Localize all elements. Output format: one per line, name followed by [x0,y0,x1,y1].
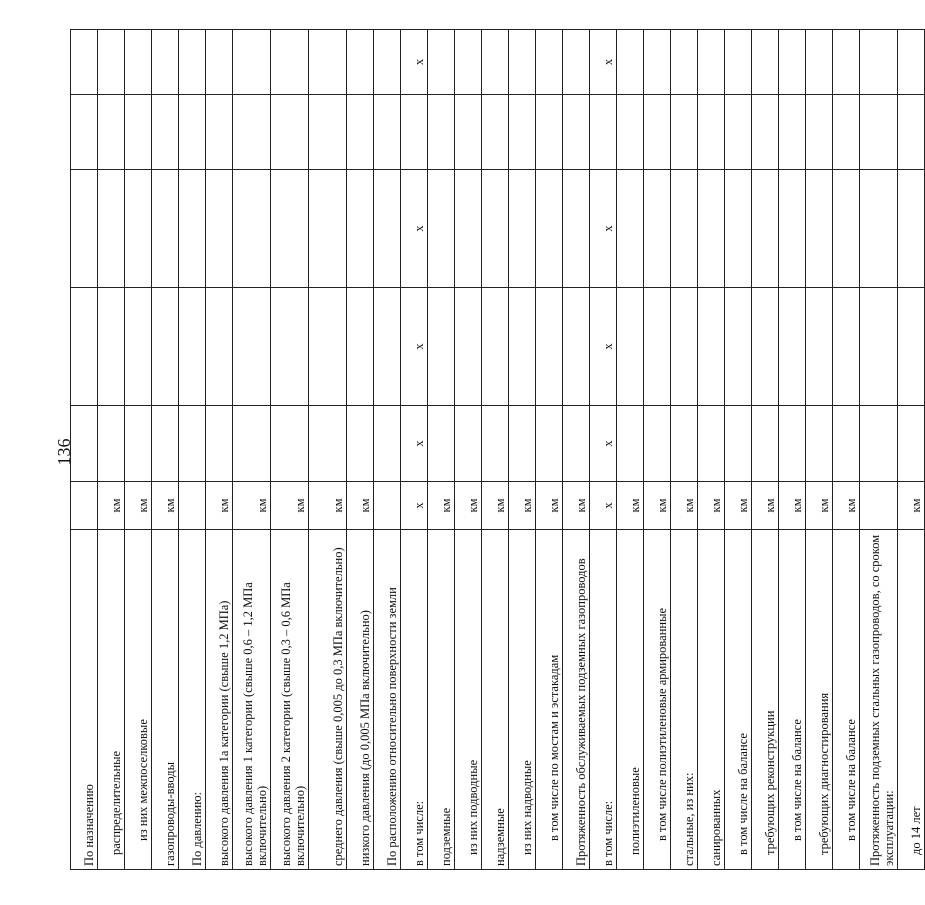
table-row [347,30,374,870]
value-cell [617,95,644,170]
value-cell [482,406,509,482]
value-cell [806,30,833,95]
value-cell [563,288,590,406]
value-cell [271,170,309,288]
value-cell [725,95,752,170]
table-body [71,30,925,870]
value-cell: x [401,170,428,288]
value-cell [536,30,563,95]
row-unit: км [309,482,347,530]
value-cell [347,95,374,170]
value-cell [644,406,671,482]
value-cell [698,406,725,482]
value-cell [98,406,125,482]
value-cell [233,30,271,95]
row-unit: км [779,482,806,530]
value-cell [374,288,401,406]
value-cell [125,30,152,95]
row-unit: км [455,482,482,530]
value-cell [898,95,925,170]
value-cell [806,406,833,482]
value-cell [179,170,206,288]
row-label: в том числе: [590,530,617,870]
value-cell [860,170,898,288]
table-row [179,30,206,870]
value-cell: x [590,30,617,95]
value-cell [98,95,125,170]
value-cell [725,30,752,95]
gas-pipelines-table [70,29,925,870]
value-cell [806,170,833,288]
row-label: высокого давления 2 категории (свыше 0,3 – 0,6 МПа включительно) [271,530,309,870]
table-row [779,30,806,870]
value-cell [833,406,860,482]
value-cell [752,95,779,170]
row-label: распределительные [98,530,125,870]
value-cell [125,95,152,170]
value-cell: x [590,288,617,406]
value-cell [806,288,833,406]
table-row [401,30,428,870]
value-cell [179,95,206,170]
table-row [206,30,233,870]
row-unit: км [671,482,698,530]
row-unit: км [833,482,860,530]
value-cell [71,406,98,482]
value-cell [671,95,698,170]
value-cell [536,170,563,288]
row-label: высокого давления 1 категории (свыше 0,6 – 1,2 МПа включительно) [233,530,271,870]
value-cell [833,288,860,406]
row-label: надземные [482,530,509,870]
row-unit: км [698,482,725,530]
value-cell [671,170,698,288]
value-cell [152,170,179,288]
value-cell [725,170,752,288]
value-cell [309,30,347,95]
row-label: требующих диагностирования [806,530,833,870]
row-unit [860,482,898,530]
value-cell [152,30,179,95]
row-unit: км [644,482,671,530]
value-cell [98,30,125,95]
table-row [509,30,536,870]
value-cell [860,406,898,482]
value-cell [152,95,179,170]
rotated-table-container [70,30,923,870]
value-cell [482,30,509,95]
value-cell [206,288,233,406]
row-label: По расположению относительно поверхности земли [374,530,401,870]
row-unit: км [428,482,455,530]
value-cell [779,406,806,482]
value-cell [125,170,152,288]
table-row [271,30,309,870]
table-row [152,30,179,870]
value-cell [509,288,536,406]
value-cell [271,95,309,170]
value-cell [455,95,482,170]
value-cell [509,30,536,95]
row-label: стальные, из них: [671,530,698,870]
table-row [806,30,833,870]
value-cell [271,288,309,406]
value-cell [563,95,590,170]
value-cell [563,170,590,288]
value-cell [725,288,752,406]
value-cell [428,170,455,288]
value-cell [179,30,206,95]
value-cell [233,406,271,482]
value-cell [617,170,644,288]
value-cell [98,170,125,288]
table-row [309,30,347,870]
row-label: подземные [428,530,455,870]
table-row [671,30,698,870]
value-cell [509,95,536,170]
value-cell [455,288,482,406]
table-row [98,30,125,870]
value-cell [752,30,779,95]
page-number: 136 [54,438,74,466]
row-label: высокого давления 1а категории (свыше 1,2 МПа) [206,530,233,870]
value-cell: x [401,30,428,95]
value-cell [309,288,347,406]
row-unit: км [617,482,644,530]
value-cell [125,288,152,406]
row-label: Протяженность подземных стальных газопроводов, со сроком эксплуатации: [860,530,898,870]
row-unit: км [752,482,779,530]
value-cell: x [401,288,428,406]
value-cell [644,95,671,170]
row-unit: км [152,482,179,530]
row-label: требующих реконструкции [752,530,779,870]
table-row [617,30,644,870]
value-cell [698,95,725,170]
row-unit: км [536,482,563,530]
row-label: санированных [698,530,725,870]
value-cell [374,30,401,95]
row-label: полиэтиленовые [617,530,644,870]
value-cell [71,288,98,406]
row-label: до 14 лет [898,530,925,870]
value-cell [71,170,98,288]
value-cell [671,406,698,482]
row-label: Протяженность обслуживаемых подземных газопроводов [563,530,590,870]
row-unit: x [401,482,428,530]
value-cell [347,288,374,406]
value-cell [536,288,563,406]
value-cell [309,95,347,170]
table-row [374,30,401,870]
value-cell [233,288,271,406]
table-row [536,30,563,870]
row-unit: км [563,482,590,530]
row-unit: км [98,482,125,530]
value-cell [309,170,347,288]
row-label: По назначению [71,530,98,870]
value-cell [590,95,617,170]
value-cell [779,170,806,288]
value-cell [455,30,482,95]
value-cell [428,288,455,406]
table-row [644,30,671,870]
value-cell [125,406,152,482]
row-label: из них межпоселковые [125,530,152,870]
table-row [455,30,482,870]
value-cell [617,406,644,482]
value-cell [428,30,455,95]
value-cell [563,30,590,95]
value-cell [309,406,347,482]
row-label: По давлению: [179,530,206,870]
value-cell [374,406,401,482]
row-label: в том числе: [401,530,428,870]
table-row [563,30,590,870]
value-cell [617,30,644,95]
value-cell [833,170,860,288]
value-cell [752,288,779,406]
value-cell [644,170,671,288]
value-cell [644,288,671,406]
row-unit: км [125,482,152,530]
value-cell [671,288,698,406]
row-unit [71,482,98,530]
value-cell [806,95,833,170]
row-unit: км [347,482,374,530]
row-unit: км [806,482,833,530]
value-cell [347,30,374,95]
value-cell [206,406,233,482]
value-cell [98,288,125,406]
table-row [428,30,455,870]
value-cell [860,288,898,406]
value-cell [898,406,925,482]
value-cell [374,170,401,288]
value-cell [833,30,860,95]
row-label: из них подводные [455,530,482,870]
value-cell [725,406,752,482]
row-label: в том числе на балансе [833,530,860,870]
value-cell [698,170,725,288]
row-unit: км [271,482,309,530]
row-label: в том числе по мостам и эстакадам [536,530,563,870]
row-unit: x [590,482,617,530]
row-unit: км [206,482,233,530]
value-cell [671,30,698,95]
value-cell [482,95,509,170]
row-label: низкого давления (до 0,005 МПа включительно) [347,530,374,870]
row-label: из них надводные [509,530,536,870]
table-row [125,30,152,870]
table-row [482,30,509,870]
value-cell [455,406,482,482]
value-cell [374,95,401,170]
value-cell [536,95,563,170]
row-unit: км [509,482,536,530]
value-cell [860,30,898,95]
value-cell [152,288,179,406]
row-label: в том числе на балансе [725,530,752,870]
table-row [590,30,617,870]
table-row [698,30,725,870]
value-cell [233,170,271,288]
value-cell [271,406,309,482]
value-cell [833,95,860,170]
value-cell [752,406,779,482]
value-cell [563,406,590,482]
value-cell [482,288,509,406]
table-row [833,30,860,870]
value-cell [536,406,563,482]
row-unit: км [233,482,271,530]
value-cell [179,288,206,406]
value-cell [428,406,455,482]
value-cell [898,170,925,288]
value-cell [779,288,806,406]
value-cell [860,95,898,170]
value-cell [206,170,233,288]
value-cell: x [401,406,428,482]
value-cell: x [590,170,617,288]
value-cell [206,30,233,95]
value-cell [455,170,482,288]
value-cell [347,406,374,482]
value-cell [401,95,428,170]
value-cell [698,30,725,95]
table-row [233,30,271,870]
value-cell [152,406,179,482]
value-cell [752,170,779,288]
table-row [752,30,779,870]
value-cell [271,30,309,95]
row-label: в том числе на балансе [779,530,806,870]
value-cell [71,95,98,170]
value-cell [206,95,233,170]
row-unit: км [898,482,925,530]
row-unit [374,482,401,530]
value-cell [898,288,925,406]
value-cell [509,406,536,482]
row-label: в том числе полиэтиленовые армированные [644,530,671,870]
row-label: среднего давления (свыше 0,005 до 0,3 МПа включительно) [309,530,347,870]
row-unit: км [482,482,509,530]
row-unit: км [725,482,752,530]
table-row [860,30,898,870]
table-row [898,30,925,870]
value-cell [698,288,725,406]
row-unit [179,482,206,530]
value-cell: x [590,406,617,482]
value-cell [428,95,455,170]
value-cell [617,288,644,406]
value-cell [898,30,925,95]
value-cell [779,95,806,170]
value-cell [347,170,374,288]
value-cell [71,30,98,95]
row-label: газопроводы-вводы [152,530,179,870]
value-cell [779,30,806,95]
value-cell [179,406,206,482]
value-cell [509,170,536,288]
value-cell [482,170,509,288]
table-row [725,30,752,870]
table-row [71,30,98,870]
value-cell [644,30,671,95]
value-cell [233,95,271,170]
